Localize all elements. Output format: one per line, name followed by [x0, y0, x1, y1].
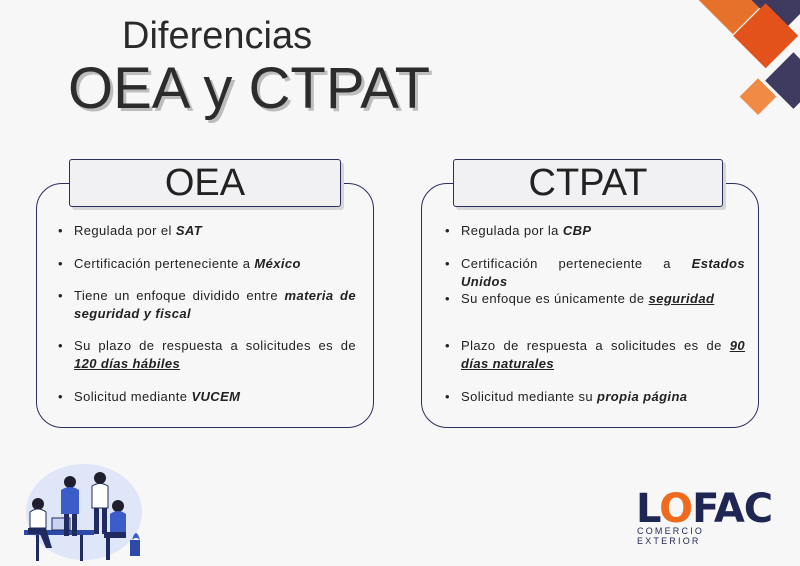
list-item: • Regulada por la CBP: [443, 222, 745, 240]
list-item: • Tiene un enfoque dividido entre materia de seguridad y fiscal: [56, 287, 356, 323]
title-line-1: Diferencias: [122, 15, 313, 57]
list-item: • Regulada por el SAT: [56, 222, 356, 240]
logo-wordmark: LOFAC: [636, 486, 773, 532]
list-item: • Certificación perteneciente a Estados Unidos: [443, 255, 745, 291]
lofac-logo: [636, 486, 773, 546]
list-item: • Plazo de respuesta a solicitudes es de 90 días naturales: [443, 337, 745, 373]
list-item: • Solicitud mediante su propia página: [443, 388, 745, 406]
decorative-squares-icon: [640, 0, 800, 130]
ctpat-tab-label: CTPAT: [453, 159, 723, 207]
list-item: • Su enfoque es únicamente de seguridad: [443, 290, 745, 308]
list-item: • Solicitud mediante VUCEM: [56, 388, 356, 406]
list-item: • Su plazo de respuesta a solicitudes es de 120 días hábiles: [56, 337, 356, 373]
team-meeting-icon: [14, 460, 144, 566]
oea-tab-label: OEA: [69, 159, 341, 207]
logo-subtitle: COMERCIO EXTERIOR: [637, 526, 705, 546]
title-line-2: OEA y CTPAT: [68, 56, 431, 121]
list-item: • Certificación perteneciente a México: [56, 255, 356, 273]
